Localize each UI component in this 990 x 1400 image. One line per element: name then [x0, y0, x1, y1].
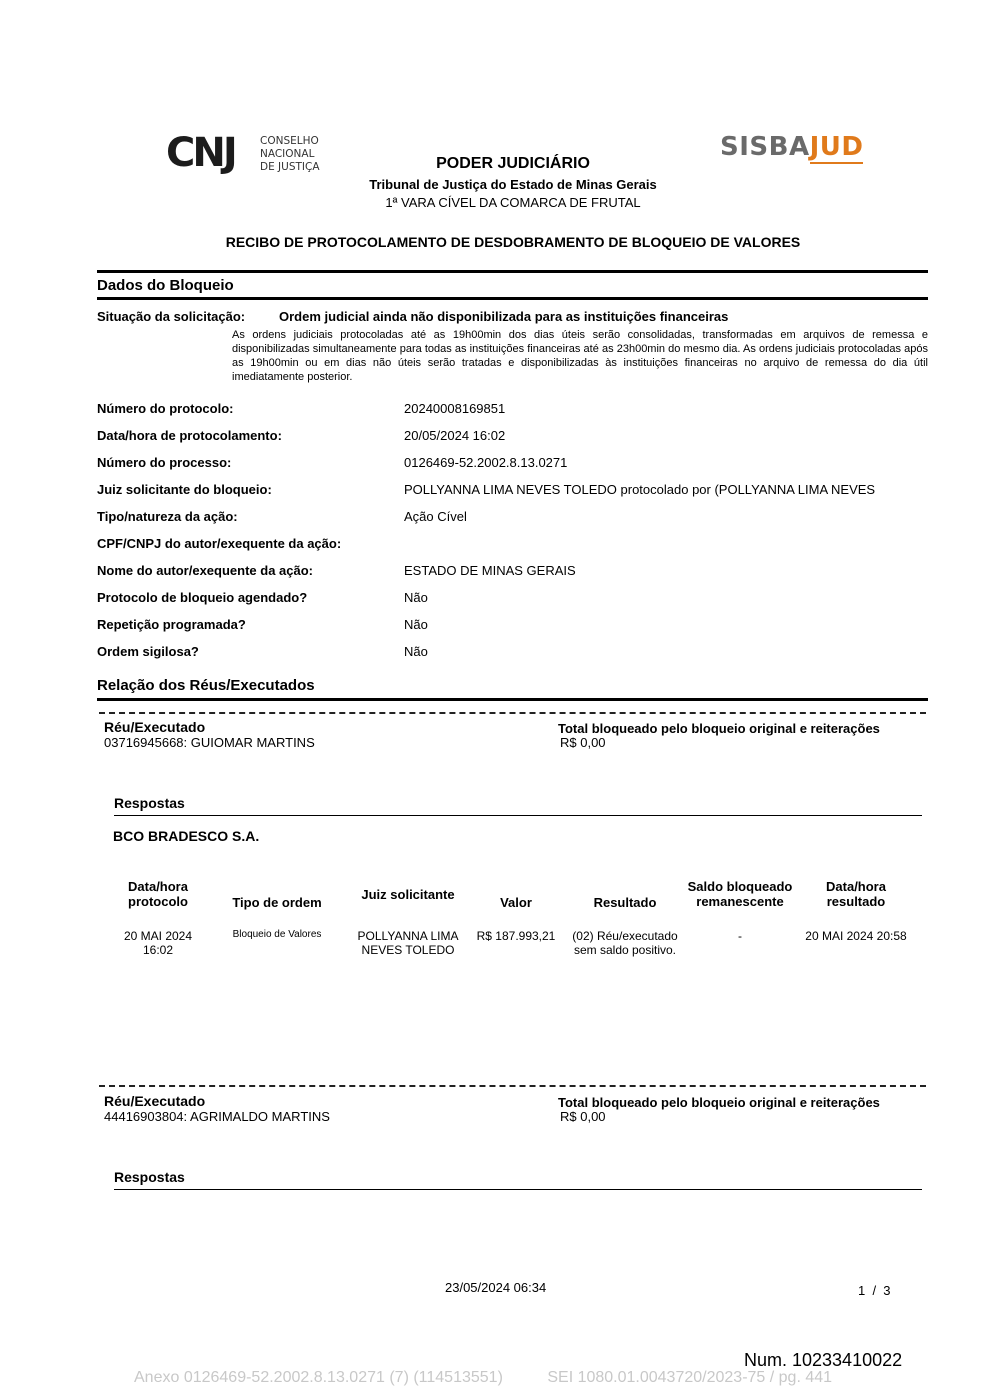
field-label: Ordem sigilosa?: [97, 644, 199, 659]
total-value: R$ 0,00: [560, 735, 606, 750]
field-value: Ação Cível: [404, 509, 467, 524]
field-label: Juiz solicitante do bloqueio:: [97, 482, 272, 497]
respostas-title: Respostas: [114, 795, 185, 811]
total-label: Total bloqueado pelo bloqueio original e reiterações: [558, 1095, 880, 1110]
field-label: Protocolo de bloqueio agendado?: [97, 590, 308, 605]
table-header: Resultado: [593, 895, 657, 910]
bank-name: BCO BRADESCO S.A.: [113, 828, 260, 844]
field-label: Número do protocolo:: [97, 401, 234, 416]
field-value: 0126469-52.2002.8.13.0271: [404, 455, 568, 470]
cnj-text-line-2: NACIONAL: [260, 148, 315, 160]
sisbajud-logo: [720, 132, 863, 162]
field-value: 20/05/2024 16:02: [404, 428, 506, 443]
dashed-divider: [99, 712, 926, 714]
field-label: Nome do autor/exequente da ação:: [97, 563, 313, 578]
reu-label: Réu/Executado: [104, 1093, 206, 1109]
field-value: Não: [404, 590, 428, 605]
cnj-text-line-1: CONSELHO: [260, 135, 319, 147]
table-cell: R$ 187.993,21: [476, 929, 556, 943]
dashed-divider: [99, 1085, 926, 1087]
situacao-label: Situação da solicitação:: [97, 309, 246, 324]
field-value: ESTADO DE MINAS GERAIS: [404, 563, 576, 578]
table-cell: -: [738, 929, 742, 943]
cnj-text-line-3: DE JUSTIÇA: [260, 161, 320, 173]
tribunal-name: Tribunal de Justiça do Estado de Minas Gerais: [369, 177, 657, 192]
cnj-mark: CNJ: [166, 130, 235, 176]
table-header: Tipo de ordem: [232, 895, 322, 910]
reu-name: 03716945668: GUIOMAR MARTINS: [104, 735, 315, 750]
table-header: Data/hora resultado: [826, 879, 886, 909]
divider: [114, 1189, 922, 1190]
divider: [114, 815, 922, 816]
vara-name: 1ª VARA CÍVEL DA COMARCA DE FRUTAL: [385, 195, 641, 210]
table-cell: 20 MAI 2024 20:58: [805, 929, 907, 943]
field-label: CPF/CNPJ do autor/exequente da ação:: [97, 536, 342, 551]
field-label: Número do processo:: [97, 455, 232, 470]
table-header: Data/hora protocolo: [128, 879, 188, 909]
divider: [97, 698, 928, 701]
respostas-title: Respostas: [114, 1169, 185, 1185]
reu-name: 44416903804: AGRIMALDO MARTINS: [104, 1109, 330, 1124]
table-header: Saldo bloqueado remanescente: [687, 879, 793, 909]
field-value: Não: [404, 644, 428, 659]
sisbajud-logo-part-1: SISBA: [720, 132, 810, 162]
field-value: Não: [404, 617, 428, 632]
document-number: Num. 10233410022: [744, 1350, 903, 1370]
field-label: Repetição programada?: [97, 617, 246, 632]
table-header: Juiz solicitante: [361, 887, 455, 902]
table-cell: (02) Réu/executado sem saldo positivo.: [572, 929, 678, 957]
page-title: PODER JUDICIÁRIO: [436, 155, 590, 172]
table-cell: Bloqueio de Valores: [232, 929, 322, 940]
section-title-dados: Dados do Bloqueio: [97, 277, 234, 294]
divider: [97, 297, 928, 300]
field-label: Tipo/natureza da ação:: [97, 509, 238, 524]
field-label: Data/hora de protocolamento:: [97, 428, 282, 443]
total-label: Total bloqueado pelo bloqueio original e reiterações: [558, 721, 880, 736]
field-value: 20240008169851: [404, 401, 506, 416]
annex-watermark: Anexo 0126469-52.2002.8.13.0271 (7) (114513551) SEI 1080.01.0043720/2023-75 / pg. 441: [134, 1369, 833, 1386]
table-cell: POLLYANNA LIMA NEVES TOLEDO: [357, 929, 459, 957]
situacao-value: Ordem judicial ainda não disponibilizada para as instituições financeiras: [279, 309, 729, 324]
page-number: 1 / 3: [858, 1283, 891, 1298]
field-value: POLLYANNA LIMA NEVES TOLEDO protocolado por (POLLYANNA LIMA NEVES: [404, 482, 876, 497]
reu-label: Réu/Executado: [104, 719, 206, 735]
sisbajud-logo-part-2: JUD: [809, 132, 864, 162]
situacao-note: As ordens judiciais protocoladas até as 19h00min dos dias úteis serão consolidadas, transformadas em arquivos de remessa e disponibilizadas simultaneamente para todas as instituições financeiras até as 23h00min do mesmo dia. As ordens judiciais protocoladas após as 19h00min ou em dias não úteis serão tratadas e disponibilizadas às instituições financeiras no arquivo de remessa do dia útil imediatamente posterior.: [232, 329, 928, 383]
total-value: R$ 0,00: [560, 1109, 606, 1124]
recibo-title: RECIBO DE PROTOCOLAMENTO DE DESDOBRAMENTO DE BLOQUEIO DE VALORES: [225, 234, 801, 250]
table-header: Valor: [500, 895, 532, 910]
footer-date: 23/05/2024 06:34: [445, 1280, 547, 1295]
table-cell: 20 MAI 2024 16:02: [123, 929, 193, 957]
divider: [97, 270, 928, 273]
section-title-relacao: Relação dos Réus/Executados: [97, 677, 315, 694]
